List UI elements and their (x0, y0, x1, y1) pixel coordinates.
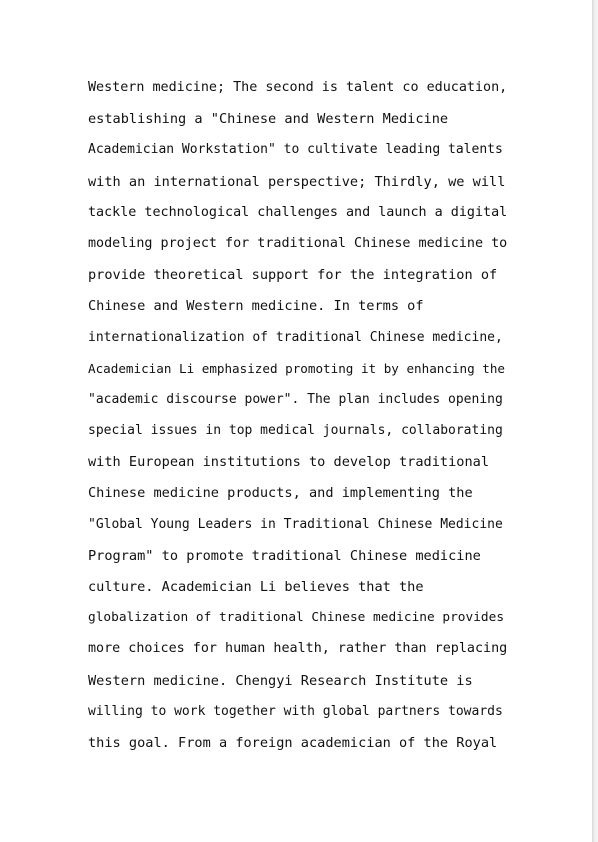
text-line: internationalization of traditional Chinese medicine, (88, 329, 503, 345)
text-line: Western medicine. Chengyi Research Institute is (88, 672, 473, 689)
text-line: "academic discourse power". The plan includes opening (88, 391, 503, 407)
text-line: globalization of traditional Chinese medicine provides (88, 610, 505, 626)
text-line: with an international perspective; Thirdly, we will (88, 173, 506, 190)
text-line: Program" to promote traditional Chinese medicine (88, 547, 481, 564)
body-text (88, 76, 508, 762)
text-line: willing to work together with global partners towards (88, 703, 503, 719)
text-line: Chinese and Western medicine. In terms of (88, 298, 424, 315)
text-line: this goal. From a foreign academician of the Royal (88, 734, 498, 751)
text-line: modeling project for traditional Chinese medicine to (88, 235, 508, 251)
text-line: culture. Academician Li believes that the (88, 579, 424, 595)
text-line: "Global Young Leaders in Traditional Chinese Medicine (88, 516, 503, 532)
text-line: Chinese medicine products, and implementing the (88, 485, 473, 502)
text-line: Western medicine; The second is talent co education, (88, 80, 508, 95)
text-line: tackle technological challenges and launch a digital (88, 204, 508, 220)
text-line: with European institutions to develop traditional (88, 454, 490, 471)
text-line: more choices for human health, rather than replacing (88, 641, 508, 657)
page-edge-shadow (592, 0, 598, 842)
text-line: Academician Workstation" to cultivate leading talents (88, 142, 503, 158)
text-line: establishing a "Chinese and Western Medicine (88, 111, 449, 128)
text-line: Academician Li emphasized promoting it by enhancing the (88, 360, 506, 376)
text-line: provide theoretical support for the integration of (88, 267, 498, 284)
text-line: special issues in top medical journals, collaborating (88, 423, 503, 439)
